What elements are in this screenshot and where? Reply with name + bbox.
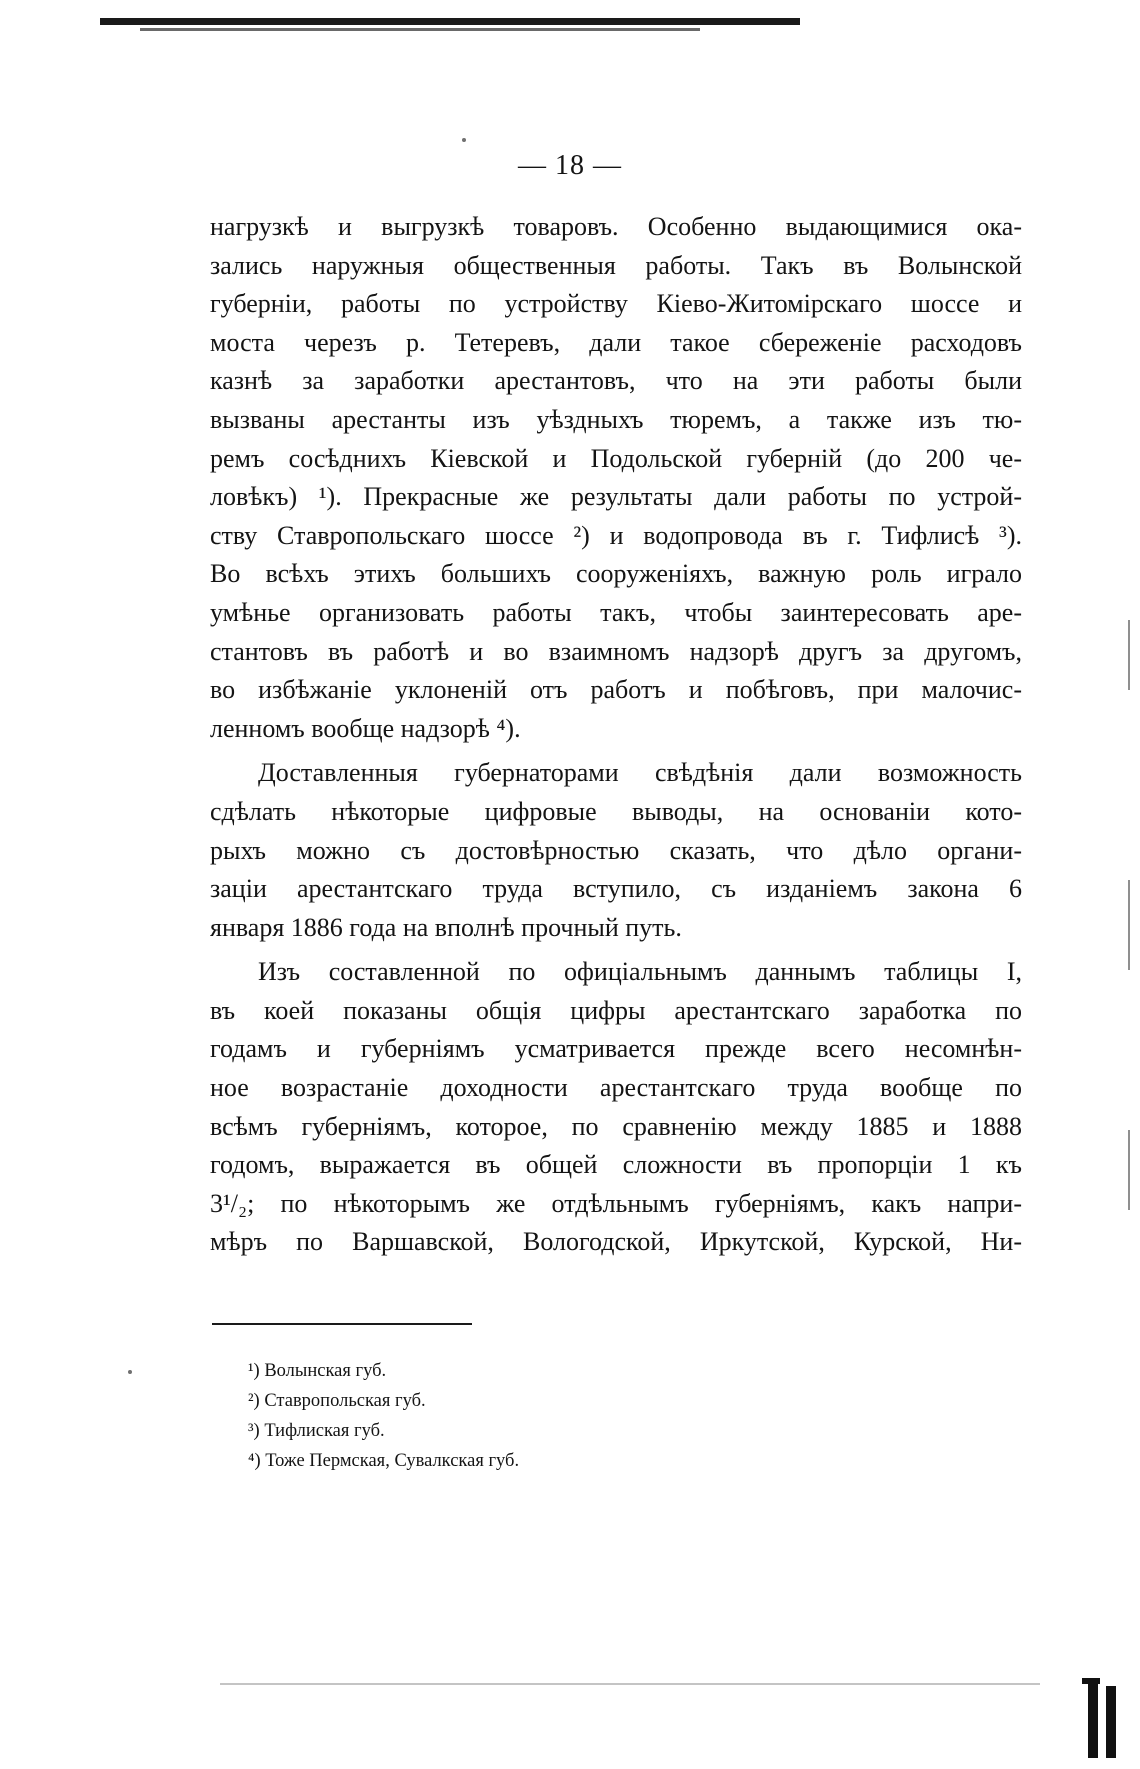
text-line: заціи арестантскаго труда вступило, съ изданіемъ закона 6 — [210, 874, 1022, 904]
footnote: ²) Ставропольская губ. — [248, 1391, 426, 1411]
text-line: Во всѣхъ этихъ большихъ сооруженіяхъ, важную роль играло — [210, 559, 1022, 589]
text-line: ловѣкъ) ¹). Прекрасные же результаты дали работы по устрой- — [210, 482, 1022, 512]
text-line: 3¹/₂; по нѣкоторымъ же отдѣльнымъ губерніямъ, какъ напри- — [210, 1188, 1022, 1218]
text-line: нагрузкѣ и выгрузкѣ товаровъ. Особенно выдающимися ока- — [210, 212, 1022, 241]
text-line: сдѣлать нѣкоторые цифровые выводы, на основаніи кото- — [210, 796, 1022, 826]
scan-artifact-dot — [128, 1370, 132, 1374]
footnote: ³) Тифлиская губ. — [248, 1421, 385, 1441]
footnote-divider — [212, 1323, 472, 1325]
text-line: годамъ и губерніямъ усматривается прежде всего несомнѣн- — [210, 1034, 1022, 1064]
text-line: мѣръ по Варшавской, Вологодской, Иркутской, Курской, Ни- — [210, 1227, 1022, 1257]
text-line: въ коей показаны общія цифры арестантскаго заработка по — [210, 995, 1022, 1025]
scan-artifact-dot — [462, 138, 466, 142]
text-line: Доставленныя губернаторами свѣдѣнія дали возможность — [258, 758, 1022, 788]
body-text — [210, 208, 1022, 1262]
text-line: рыхъ можно съ достовѣрностью сказать, что дѣло органи- — [210, 835, 1022, 865]
scan-artifact-corner — [1082, 1672, 1126, 1762]
footnote: ¹) Волынская губ. — [248, 1361, 387, 1381]
scan-artifact-top — [80, 8, 860, 34]
text-line: во избѣжаніе уклоненій отъ работъ и побѣговъ, при малочис- — [210, 675, 1022, 705]
scan-artifact-side — [1128, 880, 1130, 970]
text-line: губерніи, работы по устройству Кіево-Житомірскаго шоссе и — [210, 289, 1022, 319]
text-line: ству Ставропольскаго шоссе ²) и водопровода въ г. Тифлисѣ ³). — [210, 520, 1022, 550]
scan-artifact-bottom — [220, 1683, 1040, 1685]
text-line: годомъ, выражается въ общей сложности въ пропорціи 1 къ — [210, 1150, 1022, 1180]
scan-artifact-side — [1128, 1130, 1130, 1210]
text-line: ремъ сосѣднихъ Кіевской и Подольской губерній (до 200 че- — [210, 443, 1022, 473]
text-line: моста черезъ р. Тетеревъ, дали такое сбереженіе расходовъ — [210, 327, 1022, 357]
page-number: — 18 — — [518, 150, 622, 181]
paragraph-1 — [210, 208, 1022, 748]
text-line: стантовъ въ работѣ и во взаимномъ надзорѣ другъ за другомъ, — [210, 636, 1022, 666]
paragraph-3 — [210, 953, 1022, 1262]
text-line: зались наружныя общественныя работы. Такъ въ Волынской — [210, 250, 1022, 280]
scan-artifact-side — [1128, 620, 1130, 690]
text-line: всѣмъ губерніямъ, которое, по сравненію между 1885 и 1888 — [210, 1111, 1022, 1141]
footnotes — [248, 1356, 519, 1476]
text-line: Изъ составленной по офиціальнымъ даннымъ таблицы I, — [258, 957, 1022, 987]
text-line: ленномъ вообще надзорѣ ⁴). — [210, 713, 521, 743]
text-line: казнѣ за заработки арестантовъ, что на эти работы были — [210, 366, 1022, 396]
paragraph-2 — [210, 754, 1022, 947]
text-line: января 1886 года на вполнѣ прочный путь. — [210, 912, 682, 942]
text-line: ное возрастаніе доходности арестантскаго труда вообще по — [210, 1073, 1022, 1103]
text-line: вызваны арестанты изъ уѣздныхъ тюремъ, а также изъ тю- — [210, 404, 1022, 434]
text-line: умѣнье организовать работы такъ, чтобы заинтересовать аре- — [210, 597, 1022, 627]
footnote: ⁴) Тоже Пермская, Сувалкская губ. — [248, 1451, 520, 1471]
